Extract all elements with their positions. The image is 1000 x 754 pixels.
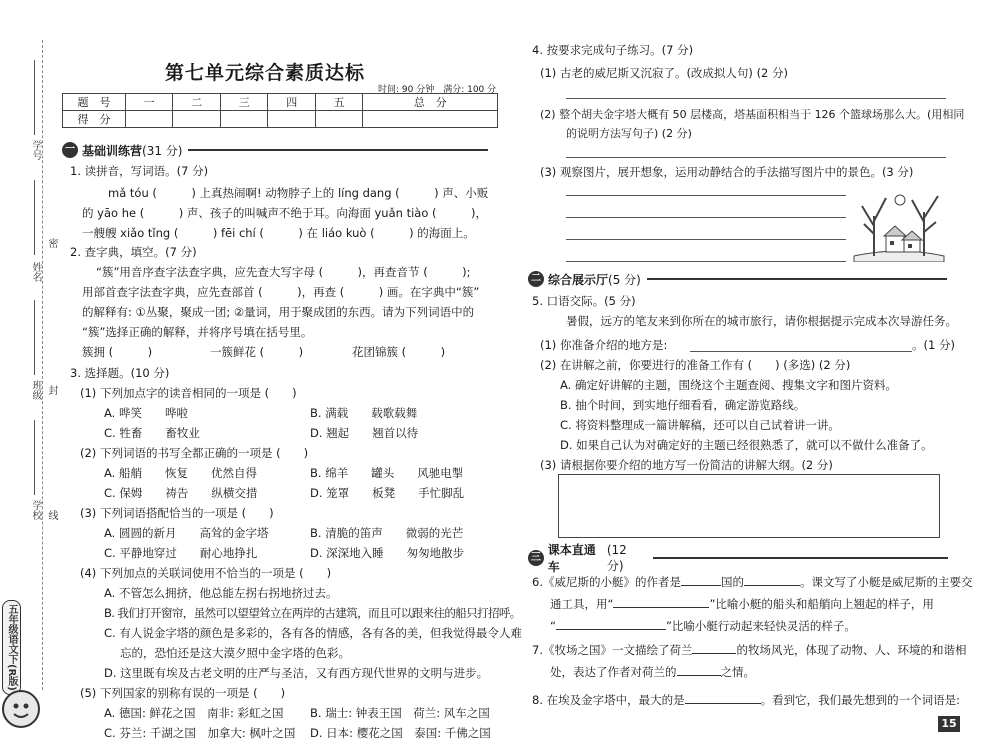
q3-option[interactable]: C. 保姆 祷告 纵横交措 xyxy=(104,486,258,500)
q5-option[interactable]: B. 抽个时间，到实地仔细看看，确定游览路线。 xyxy=(560,398,806,412)
margin-word-mi: 密 xyxy=(46,238,57,248)
q1-line: 的 yāo he ( ) 声、孩子的叫喊声不绝于耳。向海面 yuǎn tiào ( )， xyxy=(82,206,488,220)
section-2-heading xyxy=(528,270,948,288)
q5-sub-1: (1) 你准备介绍的地方是: xyxy=(540,338,668,352)
q2-word: 一簇鲜花 ( ) xyxy=(210,345,304,359)
q4-sub-2-continued: 的说明方法写句子) (2 分) xyxy=(566,127,692,140)
q6-text: 6.《威尼斯的小艇》的作者是 xyxy=(532,575,681,589)
score-entry[interactable] xyxy=(220,111,267,128)
score-cell: 题 号 xyxy=(63,94,126,111)
q7-text: 7.《牧场之国》一文描绘了荷兰 xyxy=(532,643,693,657)
q3-sub-question: (5) 下列国家的别称有误的一项是 ( ) xyxy=(80,686,286,700)
q5-option[interactable]: C. 将资料整理成一篇讲解稿，还可以自己试着讲一讲。 xyxy=(560,418,840,432)
q3-option[interactable]: C. 有人说金字塔的颜色是多彩的，各有各的情感，各有各的美，但我觉得最令人难 xyxy=(104,626,522,640)
dashed-seal-line xyxy=(42,40,43,690)
question-6-line-1 xyxy=(532,573,972,590)
q3-option[interactable]: B. 我们打开窗帘，虽然可以望望耸立在两岸的古建筑，而且可以跟来往的船只打招呼。 xyxy=(104,606,521,620)
q6-text: “ xyxy=(550,619,556,633)
margin-word-xian: 线 xyxy=(46,510,57,520)
q6-text: ”比喻小艇行动起来轻快灵活的样子。 xyxy=(665,619,856,633)
q1-line: mǎ tóu ( ) 上真热闹啊! 动物脖子上的 líng dang ( ) 声、小贩 xyxy=(108,186,489,200)
q5-sub-3: (3) 请根据你要介绍的地方写一份简洁的讲解大纲。(2 分) xyxy=(540,458,833,472)
answer-blank[interactable] xyxy=(685,691,761,704)
q3-sub-question: (2) 下列词语的书写全都正确的一项是 ( ) xyxy=(80,446,309,460)
binding-margin xyxy=(0,0,58,754)
section-3-title: 课本直通车 xyxy=(547,543,596,574)
section-divider xyxy=(647,278,947,280)
question-6-line-3 xyxy=(550,617,856,634)
q5-option[interactable]: A. 确定好讲解的主题，围绕这个主题查阅、搜集文字和图片资料。 xyxy=(560,378,897,392)
q6-text: 通工具，用“ xyxy=(550,597,614,611)
answer-blank[interactable] xyxy=(613,595,709,608)
section-1-number: 一 xyxy=(62,142,78,158)
answer-line[interactable] xyxy=(566,195,846,196)
q6-text: 国的 xyxy=(720,575,744,589)
score-table-score-row xyxy=(63,111,498,128)
q2-line: “簇”用音序查字法查字典，应先查大写字母 ( )，再查音节 ( ); xyxy=(96,265,471,279)
section-divider xyxy=(188,149,488,151)
score-cell: 一 xyxy=(126,94,173,111)
village-picture xyxy=(852,186,946,262)
margin-blank-class xyxy=(34,300,35,375)
score-entry[interactable] xyxy=(268,111,315,128)
question-6-line-2 xyxy=(550,595,934,612)
q3-option[interactable]: D. 日本: 樱花之国 泰国: 千佛之国 xyxy=(310,726,491,740)
question-5-label: 5. 口语交际。(5 分) xyxy=(532,294,636,308)
q6-text: ”比喻小艇的船头和船艄向上翘起的样子，用 xyxy=(709,597,934,611)
score-table-header-row xyxy=(63,94,498,111)
answer-blank[interactable] xyxy=(692,641,736,654)
q2-line: 用部首查字法查字典，应先查部首 ( )，再查 ( ) 画。在字典中“簇” xyxy=(82,285,480,299)
answer-blank[interactable] xyxy=(681,573,721,586)
q2-line: 的解释有: ①丛聚，聚成一团; ②量词，用于聚成团的东西。请为下列词语中的 xyxy=(82,305,475,319)
q3-option[interactable]: B. 清脆的笛声 微弱的光芒 xyxy=(310,526,464,540)
answer-line[interactable] xyxy=(566,217,846,218)
question-1-label: 1. 读拼音，写词语。(7 分) xyxy=(70,164,209,178)
answer-line[interactable] xyxy=(566,98,946,99)
question-7-line-1 xyxy=(532,641,966,658)
q5-sub-2: (2) 在讲解之前，你要进行的准备工作有 ( ) (多选) (2 分) xyxy=(540,358,851,372)
question-7-line-2 xyxy=(550,663,755,680)
q5-sub-1-points: 。(1 分) xyxy=(912,338,955,352)
margin-label-name: 姓名 xyxy=(30,262,41,282)
margin-label-student-id: 学号 xyxy=(30,140,41,160)
score-cell: 总 分 xyxy=(363,94,498,111)
q3-sub-question: (3) 下列词语搭配恰当的一项是 ( ) xyxy=(80,506,274,520)
q3-option[interactable]: B. 瑞士: 钟表王国 荷兰: 风车之国 xyxy=(310,706,490,720)
q3-option[interactable]: C. 平静地穿过 耐心地挣扎 xyxy=(104,546,258,560)
score-entry[interactable] xyxy=(315,111,362,128)
score-entry[interactable] xyxy=(363,111,498,128)
score-cell: 五 xyxy=(315,94,362,111)
section-1-heading xyxy=(62,141,502,159)
q4-sub-2: (2) 整个胡夫金字塔大概有 50 层楼高，塔基面积相当于 126 个篮球场那么大。(用相同 xyxy=(540,108,965,121)
score-cell: 得 分 xyxy=(63,111,126,128)
q5-option[interactable]: D. 如果自己认为对确定好的主题已经很熟悉了，就可以不做什么准备了。 xyxy=(560,438,933,452)
mascot-icon xyxy=(2,690,40,728)
q7-text: 处，表达了作者对荷兰的 xyxy=(550,665,677,679)
edition-label: 五年级语文下(R版) xyxy=(2,600,21,695)
section-2-title: 综合展示厅 xyxy=(548,272,609,287)
q3-option[interactable]: B. 满载 载歌载舞 xyxy=(310,406,418,420)
question-4-label: 4. 按要求完成句子练习。(7 分) xyxy=(532,43,694,57)
answer-blank[interactable] xyxy=(744,573,800,586)
score-cell: 四 xyxy=(268,94,315,111)
q7-text: 之情。 xyxy=(720,665,755,679)
q4-sub-1: (1) 古老的威尼斯又沉寂了。(改成拟人句) (2 分) xyxy=(540,66,789,80)
score-cell: 二 xyxy=(173,94,220,111)
outline-answer-box[interactable] xyxy=(558,474,940,538)
q3-option[interactable]: D. 深深地入睡 匆匆地散步 xyxy=(310,546,465,560)
section-2-points: (5 分) xyxy=(608,272,641,287)
answer-line[interactable] xyxy=(690,351,912,352)
q5-intro: 暑假，远方的笔友来到你所在的城市旅行，请你根据提示完成本次导游任务。 xyxy=(566,314,957,328)
q8-text: 8. 在埃及金字塔中，最大的是 xyxy=(532,693,685,707)
answer-line[interactable] xyxy=(566,239,846,240)
q3-option[interactable]: C. 芬兰: 千湖之国 加拿大: 枫叶之国 xyxy=(104,726,296,740)
margin-blank-student-id xyxy=(34,60,35,135)
answer-line[interactable] xyxy=(566,157,946,158)
score-entry[interactable] xyxy=(126,111,173,128)
q3-option[interactable]: A. 不管怎么拥挤，他总能左拐右拐地挤过去。 xyxy=(104,586,338,600)
q3-option[interactable]: C. 牲畜 畜牧业 xyxy=(104,426,200,440)
q3-option[interactable]: D. 笼罩 板凳 手忙脚乱 xyxy=(310,486,465,500)
question-8-line-1 xyxy=(532,691,960,708)
time-limit: 时间: 90 分钟 满分: 100 分 xyxy=(378,85,497,95)
margin-word-feng: 封 xyxy=(46,385,57,395)
q7-text: 的牧场风光，体现了动物、人、环境的和谐相 xyxy=(736,643,967,657)
page-title: 第七单元综合素质达标 xyxy=(165,62,366,84)
q3-option[interactable]: A. 德国: 鲜花之国 南非: 彩虹之国 xyxy=(104,706,284,720)
q2-word: 簇拥 ( ) xyxy=(82,345,153,359)
margin-label-school: 学校 xyxy=(30,500,41,520)
q3-option[interactable]: D. 翘起 翘首以待 xyxy=(310,426,419,440)
q6-text: 。课文写了小艇是威尼斯的主要交 xyxy=(799,575,973,589)
score-cell: 三 xyxy=(220,94,267,111)
q2-word: 花团锦簇 ( ) xyxy=(352,345,446,359)
page-number: 15 xyxy=(938,716,960,732)
q3-option[interactable]: A. 圆圆的新月 高耸的金字塔 xyxy=(104,526,269,540)
q3-sub-question: (4) 下列加点的关联词使用不恰当的一项是 ( ) xyxy=(80,566,332,580)
section-divider xyxy=(653,557,948,559)
section-1-points: (31 分) xyxy=(142,143,183,158)
q8-text: 。看到它，我们最先想到的一个词语是: xyxy=(760,693,961,707)
q3-option-continued: 忘的，恐怕还是这大漠夕照中金字塔的色彩。 xyxy=(120,646,350,660)
question-3-label: 3. 选择题。(10 分) xyxy=(70,366,170,380)
margin-blank-school xyxy=(34,420,35,495)
q3-option[interactable]: B. 绵羊 罐头 风驰电掣 xyxy=(310,466,464,480)
question-2-label: 2. 查字典，填空。(7 分) xyxy=(70,245,197,259)
q3-sub-question: (1) 下列加点字的读音相同的一项是 ( ) xyxy=(80,386,297,400)
section-3-number: 三 xyxy=(528,550,544,566)
score-table xyxy=(62,93,498,128)
q3-option[interactable]: D. 这里既有埃及古老文明的庄严与圣洁，又有西方现代世界的文明与进步。 xyxy=(104,666,489,680)
section-3-points: (12 分) xyxy=(606,542,627,573)
answer-line[interactable] xyxy=(566,261,846,262)
q3-option[interactable]: A. 哗笑 哗啦 xyxy=(104,406,188,420)
section-3-heading xyxy=(528,542,948,574)
q4-sub-3: (3) 观察图片，展开想象，运用动静结合的手法描写图片中的景色。(3 分) xyxy=(540,165,914,179)
q2-line: “簇”选择正确的解释，并将序号填在括号里。 xyxy=(82,325,313,339)
q1-line: 一艘艘 xiǎo tǐng ( ) fēi chí ( ) 在 liáo kuò ( ) 的海面上。 xyxy=(82,226,475,240)
margin-label-class: 班级 xyxy=(30,380,41,400)
section-1-title: 基础训练营 xyxy=(82,143,143,158)
margin-blank-name xyxy=(34,180,35,255)
answer-blank[interactable] xyxy=(556,617,666,630)
answer-blank[interactable] xyxy=(677,663,721,676)
score-entry[interactable] xyxy=(173,111,220,128)
q3-option[interactable]: A. 船艄 恢复 优然自得 xyxy=(104,466,257,480)
section-2-number: 二 xyxy=(528,271,544,287)
